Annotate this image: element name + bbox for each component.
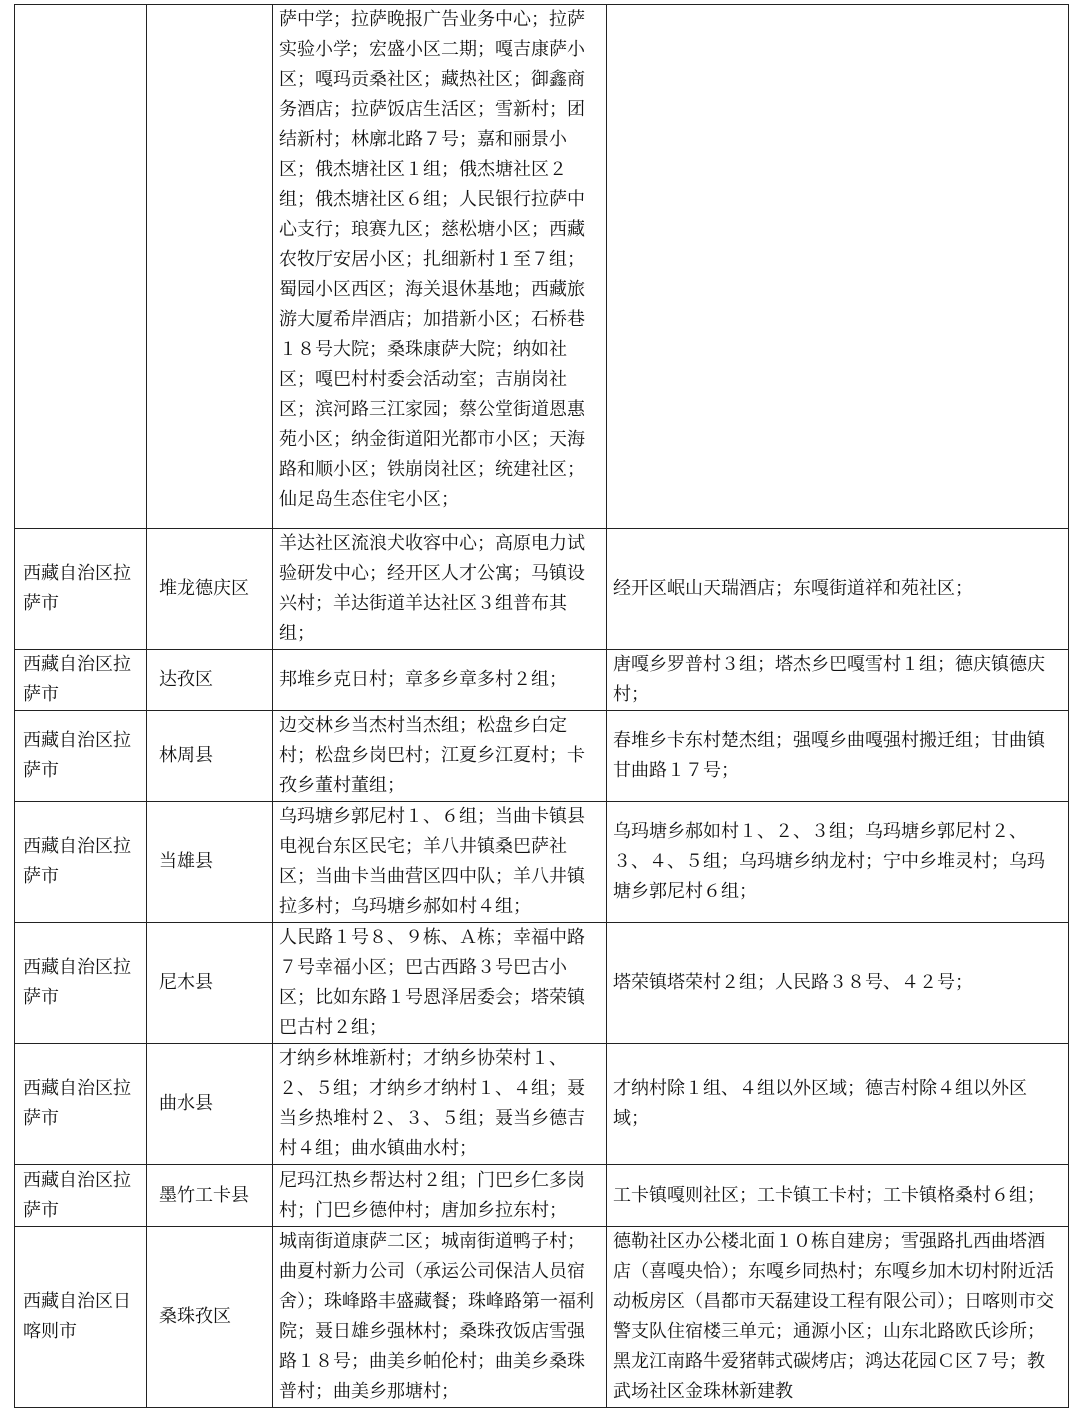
- city-cell: 西藏自治区拉萨市: [15, 711, 147, 802]
- city-cell: 西藏自治区拉萨市: [15, 1044, 147, 1165]
- high-risk-cell: 边交林乡当杰村当杰组；松盘乡白定村；松盘乡岗巴村；江夏乡江夏村；卡孜乡董村董组；: [273, 711, 607, 802]
- city-cell: 西藏自治区日喀则市: [15, 1227, 147, 1408]
- table-row: [15, 711, 1069, 802]
- district-cell: [147, 5, 273, 529]
- table-row: [15, 923, 1069, 1044]
- city-cell: 西藏自治区拉萨市: [15, 923, 147, 1044]
- district-cell: 尼木县: [147, 923, 273, 1044]
- risk-area-table: [14, 4, 1069, 1408]
- mid-risk-cell: 唐嘎乡罗普村３组；塔杰乡巴嘎雪村１组；德庆镇德庆村；: [607, 650, 1069, 711]
- mid-risk-cell: 才纳村除１组、４组以外区域；德吉村除４组以外区域；: [607, 1044, 1069, 1165]
- table-row: [15, 529, 1069, 650]
- high-risk-cell: 城南街道康萨二区；城南街道鸭子村；曲夏村新力公司（承运公司保洁人员宿舍）；珠峰路丰盛藏餐；珠峰路第一福利院；聂日雄乡强林村；桑珠孜饭店雪强路１８号；曲美乡帕伦村；曲美乡桑珠普村；曲美乡那塘村；: [273, 1227, 607, 1408]
- district-cell: 墨竹工卡县: [147, 1165, 273, 1227]
- mid-risk-cell: [607, 5, 1069, 529]
- city-cell: 西藏自治区拉萨市: [15, 1165, 147, 1227]
- district-cell: 曲水县: [147, 1044, 273, 1165]
- table-row: [15, 802, 1069, 923]
- high-risk-cell: 尼玛江热乡帮达村２组；门巴乡仁多岗村；门巴乡德仲村；唐加乡拉东村；: [273, 1165, 607, 1227]
- high-risk-cell: 人民路１号８、９栋、Ａ栋；幸福中路７号幸福小区；巴古西路３号巴古小区；比如东路１号恩泽居委会；塔荣镇巴古村２组；: [273, 923, 607, 1044]
- mid-risk-cell: 工卡镇嘎则社区；工卡镇工卡村；工卡镇格桑村６组；: [607, 1165, 1069, 1227]
- mid-risk-cell: 春堆乡卡东村楚杰组；强嘎乡曲嘎强村搬迁组；甘曲镇甘曲路１７号；: [607, 711, 1069, 802]
- high-risk-cell: 乌玛塘乡郭尼村１、６组；当曲卡镇县电视台东区民宅；羊八井镇桑巴萨社区；当曲卡当曲营区四中队；羊八井镇拉多村；乌玛塘乡郝如村４组；: [273, 802, 607, 923]
- table-row: [15, 1044, 1069, 1165]
- mid-risk-cell: 德勒社区办公楼北面１０栋自建房；雪强路扎西曲塔酒店（喜嘎央恰）；东嘎乡同热村；东嘎乡加木切村附近活动板房区（昌都市天磊建设工程有限公司）；日喀则市交警支队住宿楼三单元；通源小区；山东北路欧氏诊所；黑龙江南路牛爱猪韩式碳烤店；鸿达花园Ｃ区７号；教武场社区金珠林新建教: [607, 1227, 1069, 1408]
- mid-risk-cell: 经开区岷山天瑞酒店；东嘎街道祥和苑社区；: [607, 529, 1069, 650]
- district-cell: 当雄县: [147, 802, 273, 923]
- city-cell: 西藏自治区拉萨市: [15, 650, 147, 711]
- high-risk-cell: 羊达社区流浪犬收容中心；高原电力试验研发中心；经开区人才公寓；马镇设兴村；羊达街道羊达社区３组普布其组；: [273, 529, 607, 650]
- district-cell: 达孜区: [147, 650, 273, 711]
- high-risk-cell: 邦堆乡克日村；章多乡章多村２组；: [273, 650, 607, 711]
- mid-risk-cell: 乌玛塘乡郝如村１、２、３组；乌玛塘乡郭尼村２、３、４、５组；乌玛塘乡纳龙村；宁中乡堆灵村；乌玛塘乡郭尼村６组；: [607, 802, 1069, 923]
- city-cell: 西藏自治区拉萨市: [15, 802, 147, 923]
- district-cell: 林周县: [147, 711, 273, 802]
- district-cell: 堆龙德庆区: [147, 529, 273, 650]
- city-cell: [15, 5, 147, 529]
- table-row: [15, 1227, 1069, 1408]
- district-cell: 桑珠孜区: [147, 1227, 273, 1408]
- table-row: [15, 5, 1069, 529]
- table-row: [15, 1165, 1069, 1227]
- city-cell: 西藏自治区拉萨市: [15, 529, 147, 650]
- high-risk-cell: 才纳乡林堆新村；才纳乡协荣村１、２、５组；才纳乡才纳村１、４组；聂当乡热堆村２、３、５组；聂当乡德吉村４组；曲水镇曲水村；: [273, 1044, 607, 1165]
- high-risk-cell: 萨中学；拉萨晚报广告业务中心；拉萨实验小学；宏盛小区二期；嘎吉康萨小区；嘎玛贡桑社区；藏热社区；御鑫商务酒店；拉萨饭店生活区；雪新村；团结新村；林廓北路７号；嘉和丽景小区；俄杰塘社区１组；俄杰塘社区２组；俄杰塘社区６组；人民银行拉萨中心支行；琅赛九区；慈松塘小区；西藏农牧厅安居小区；扎细新村１至７组；蜀园小区西区；海关退休基地；西藏旅游大厦希岸酒店；加措新小区；石桥巷１８号大院；桑珠康萨大院；纳如社区；嘎巴村村委会活动室；吉崩岗社区；滨河路三江家园；蔡公堂街道恩惠苑小区；纳金街道阳光都市小区；天海路和顺小区；铁崩岗社区；统建社区；仙足岛生态住宅小区；: [273, 5, 607, 529]
- mid-risk-cell: 塔荣镇塔荣村２组；人民路３８号、４２号；: [607, 923, 1069, 1044]
- table-row: [15, 650, 1069, 711]
